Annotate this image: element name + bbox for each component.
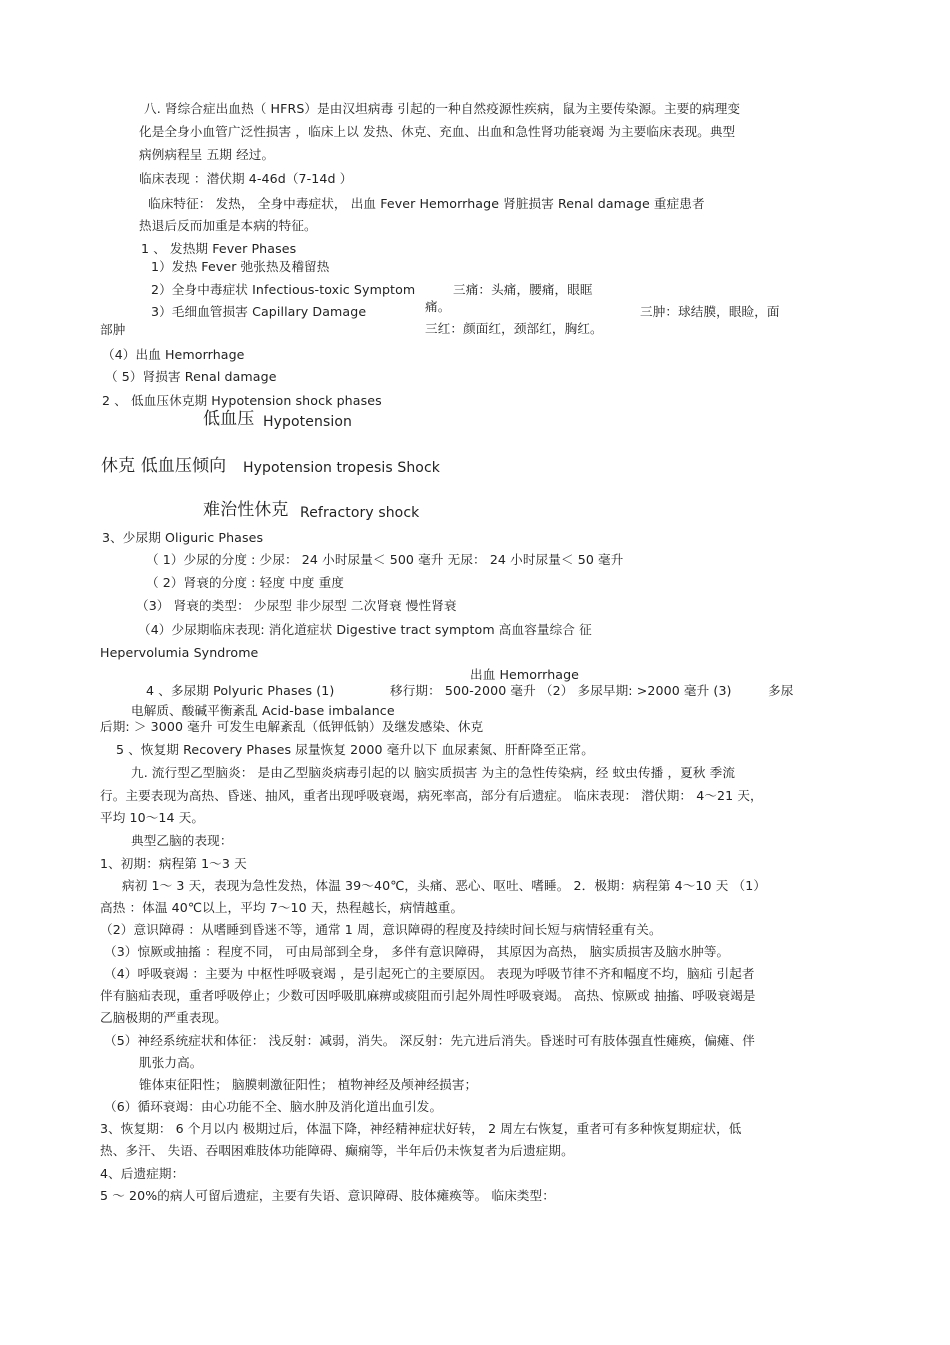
text-line: 低血压 [203,409,255,429]
text-line: 电解质、酸碱平衡紊乱 Acid-base imbalance [131,703,395,718]
text-line: 移行期： 500-2000 毫升 （2） 多尿早期: >2000 毫升 (3) [390,683,732,698]
text-line: 行。主要表现为高热、昏迷、抽风，重者出现呼吸衰竭，病死率高，部分有后遗症。 临床表现： 潜伏期： 4～21 天， [100,788,763,803]
text-line: 3、少尿期 Oliguric Phases [102,530,264,545]
text-line: 出血 Hemorrhage [470,667,580,682]
text-line: （ 5）肾损害 Renal damage [105,369,277,384]
text-line: 后期: ＞ 3000 毫升 可发生电解紊乱（低钾低钠）及继发感染、休克 [100,719,484,734]
text-line: 化是全身小血管广泛性损害 ，临床上以 发热、休克、充血、出血和急性肾功能衰竭 为主要临床表现。典型 [139,124,736,139]
text-line: 痛。 [425,299,451,314]
text-line: 平均 10～14 天。 [100,810,205,825]
text-line: （2）意识障碍 ：从嗜睡到昏迷不等，通常 1 周，意识障碍的程度及持续时间长短与病情轻重有关。 [100,922,662,937]
text-line: Hypotension [263,414,352,430]
text-line: 1 、 发热期 Fever Phases [141,241,297,256]
text-line: Refractory shock [300,505,420,521]
text-line: （3） 肾衰的类型： 少尿型 非少尿型 二次肾衰 慢性肾衰 [136,598,457,613]
text-line: 临床表现 ：潜伏期 4-46d（7-14d ） [139,171,353,186]
text-line: 5 ～ 20%的病人可留后遗症，主要有失语、意识障碍、肢体瘫痪等。 临床类型： [100,1188,555,1203]
text-line: 三肿：球结膜，眼睑，面 [640,304,780,319]
text-line: 3、恢复期： 6 个月以内 极期过后，体温下降，神经精神症状好转， 2 周左右恢复，重者可有多种恢复期症状，低 [100,1121,742,1136]
text-line: （6）循环衰竭：由心功能不全、脑水肿及消化道出血引发。 [104,1099,443,1114]
text-line: 病初 1～ 3 天，表现为急性发热，体温 39～40℃，头痛、恶心、呕吐、嗜睡。 2．极期：病程第 4～10 天 （1） [122,878,767,893]
text-line: （3）惊厥或抽搐 ：程度不同， 可由局部到全身， 多伴有意识障碍， 其原因为高热， 脑实质损害及脑水肿等。 [104,944,730,959]
text-line: 3）毛细血管损害 Capillary Damage [151,304,367,319]
text-line: 典型乙脑的表现： [131,833,233,848]
text-line: 2）全身中毒症状 Infectious-toxic Symptom [151,282,416,297]
text-line: 高热 ：体温 40℃以上，平均 7～10 天，热程越长，病情越重。 [100,900,464,915]
text-line: （4）少尿期临床表现: 消化道症状 Digestive tract symptom 高血容量综合 征 [138,622,592,637]
text-line: 病例病程呈 五期 经过。 [139,147,275,162]
text-line: 部肿 [100,322,126,337]
text-line: 锥体束征阳性； 脑膜刺激征阳性； 植物神经及颅神经损害； [139,1077,478,1092]
text-line: 热退后反而加重是本病的特征。 [139,218,317,233]
text-line: 休克 低血压倾向 [101,456,227,476]
text-line: （5）神经系统症状和体征： 浅反射：减弱，消失。 深反射：先亢进后消失。昏迷时可有肢体强直性瘫痪，偏瘫、伴 [104,1033,756,1048]
text-line: 热、多汗、 失语、吞咽困难肢体功能障碍、癫痫等，半年后仍未恢复者为后遗症期。 [100,1143,574,1158]
text-line: 5 、恢复期 Recovery Phases 尿量恢复 2000 毫升以下 血尿素氮、肝酐降至正常。 [116,742,594,757]
text-line: （4）出血 Hemorrhage [102,347,245,362]
text-line: 2 、 低血压休克期 Hypotension shock phases [102,393,382,408]
text-line: 三红：颜面红，颈部红，胸红。 [425,321,603,336]
text-line: （ 1）少尿的分度 : 少尿： 24 小时尿量＜ 500 毫升 无尿： 24 小时尿量＜ 50 毫升 [146,552,624,567]
text-line: （ 2）肾衰的分度 : 轻度 中度 重度 [146,575,344,590]
text-line: 多尿 [768,683,794,698]
text-line: 难治性休克 [203,500,289,520]
text-line: 1、初期：病程第 1～3 天 [100,856,247,871]
text-line: 伴有脑疝表现，重者呼吸停止；少数可因呼吸肌麻痹或痰阻而引起外周性呼吸衰竭。 高热、惊厥或 抽搐、呼吸衰竭是 [100,988,756,1003]
text-line: 九. 流行型乙型脑炎： 是由乙型脑炎病毒引起的以 脑实质损害 为主的急性传染病，经 蚊虫传播 ，夏秋 季流 [131,765,736,780]
text-line: 肌张力高。 [139,1055,203,1070]
text-line: 三痛：头痛，腰痛，眼眶 [453,282,593,297]
text-line: 1）发热 Fever 弛张热及稽留热 [151,259,330,274]
text-line: 八. 肾综合症出血热（ HFRS）是由汉坦病毒 引起的一种自然疫源性疾病，鼠为主要传染源。主要的病理变 [144,101,741,116]
text-line: 4、后遗症期： [100,1166,185,1181]
text-line: 临床特征： 发热， 全身中毒症状， 出血 Fever Hemorrhage 肾脏损害 Renal damage 重症患者 [148,196,705,211]
text-line: Hepervolumia Syndrome [100,645,259,660]
text-line: 乙脑极期的严重表现。 [100,1010,227,1025]
text-line: 4 、多尿期 Polyuric Phases (1) [146,683,335,698]
text-line: （4）呼吸衰竭 ：主要为 中枢性呼吸衰竭 ，是引起死亡的主要原因。 表现为呼吸节律不齐和幅度不均，脑疝 引起者 [104,966,755,981]
text-line: Hypotension tropesis Shock [243,460,440,476]
